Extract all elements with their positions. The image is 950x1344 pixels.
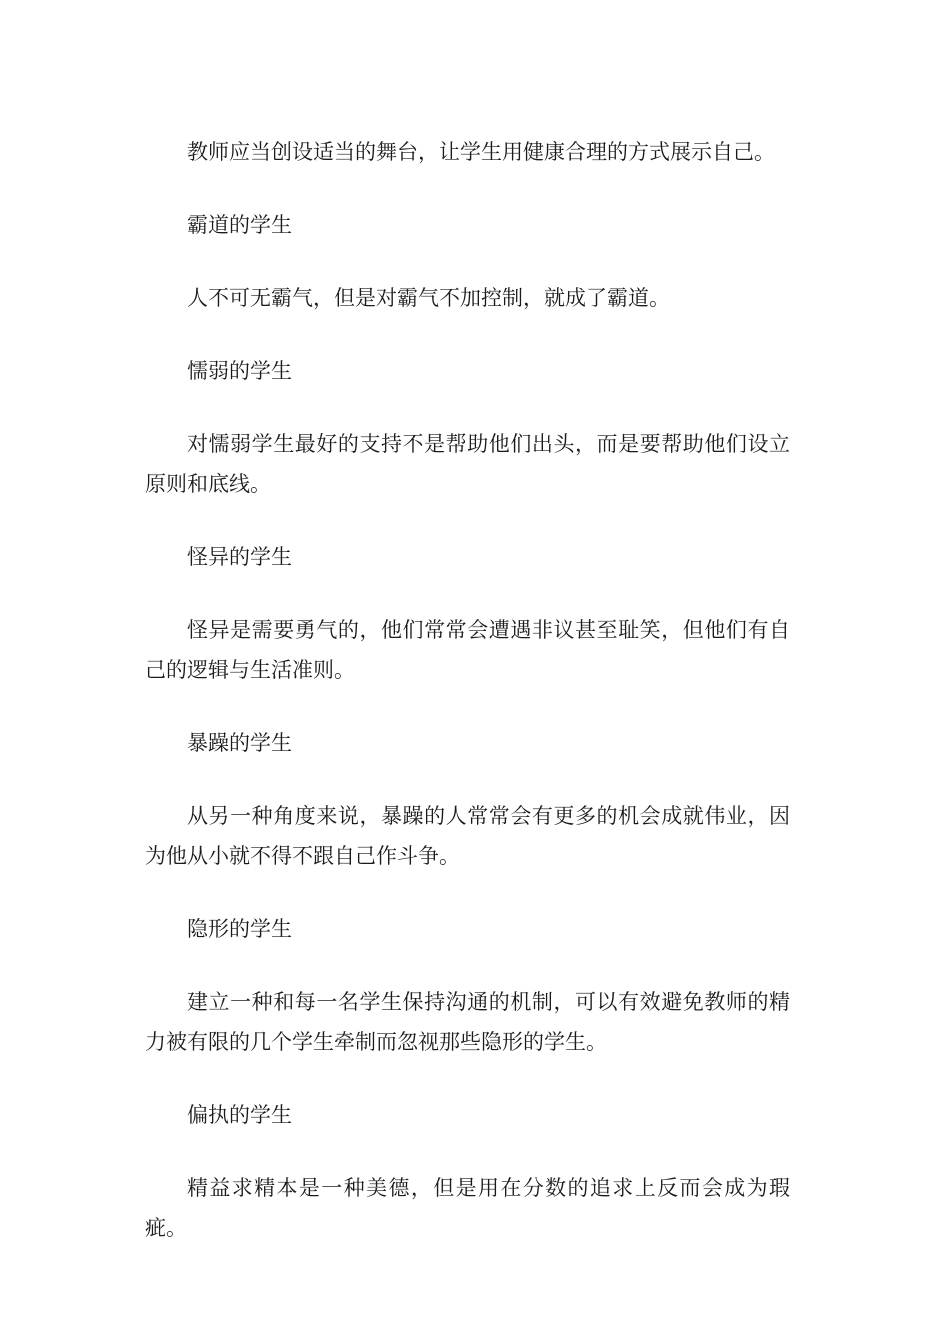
- section-heading-eccentric: 怪异的学生: [187, 545, 292, 569]
- paragraph-intro: 教师应当创设适当的舞台，让学生用健康合理的方式展示自己。: [187, 140, 775, 164]
- paragraph-timid: 对懦弱学生最好的支持不是帮助他们出头，而是要帮助他们设立原则和底线。: [145, 432, 790, 496]
- section-heading-domineering: 霸道的学生: [187, 213, 292, 237]
- paragraph-irritable: 从另一种角度来说，暴躁的人常常会有更多的机会成就伟业，因为他从小就不得不跟自己作斗争。: [145, 804, 790, 868]
- document-body: [145, 132, 790, 1281]
- section-heading-obsessive: 偏执的学生: [187, 1103, 292, 1127]
- paragraph-invisible: 建立一种和每一名学生保持沟通的机制，可以有效避免教师的精力被有限的几个学生牵制而忽视那些隐形的学生。: [145, 990, 790, 1054]
- paragraph-eccentric: 怪异是需要勇气的，他们常常会遭遇非议甚至耻笑，但他们有自己的逻辑与生活准则。: [145, 618, 790, 682]
- paragraph-obsessive: 精益求精本是一种美德，但是用在分数的追求上反而会成为瑕疵。: [145, 1176, 790, 1240]
- section-heading-irritable: 暴躁的学生: [187, 731, 292, 755]
- section-heading-invisible: 隐形的学生: [187, 917, 292, 941]
- paragraph-domineering: 人不可无霸气，但是对霸气不加控制，就成了霸道。: [187, 286, 670, 310]
- section-heading-timid: 懦弱的学生: [187, 359, 292, 383]
